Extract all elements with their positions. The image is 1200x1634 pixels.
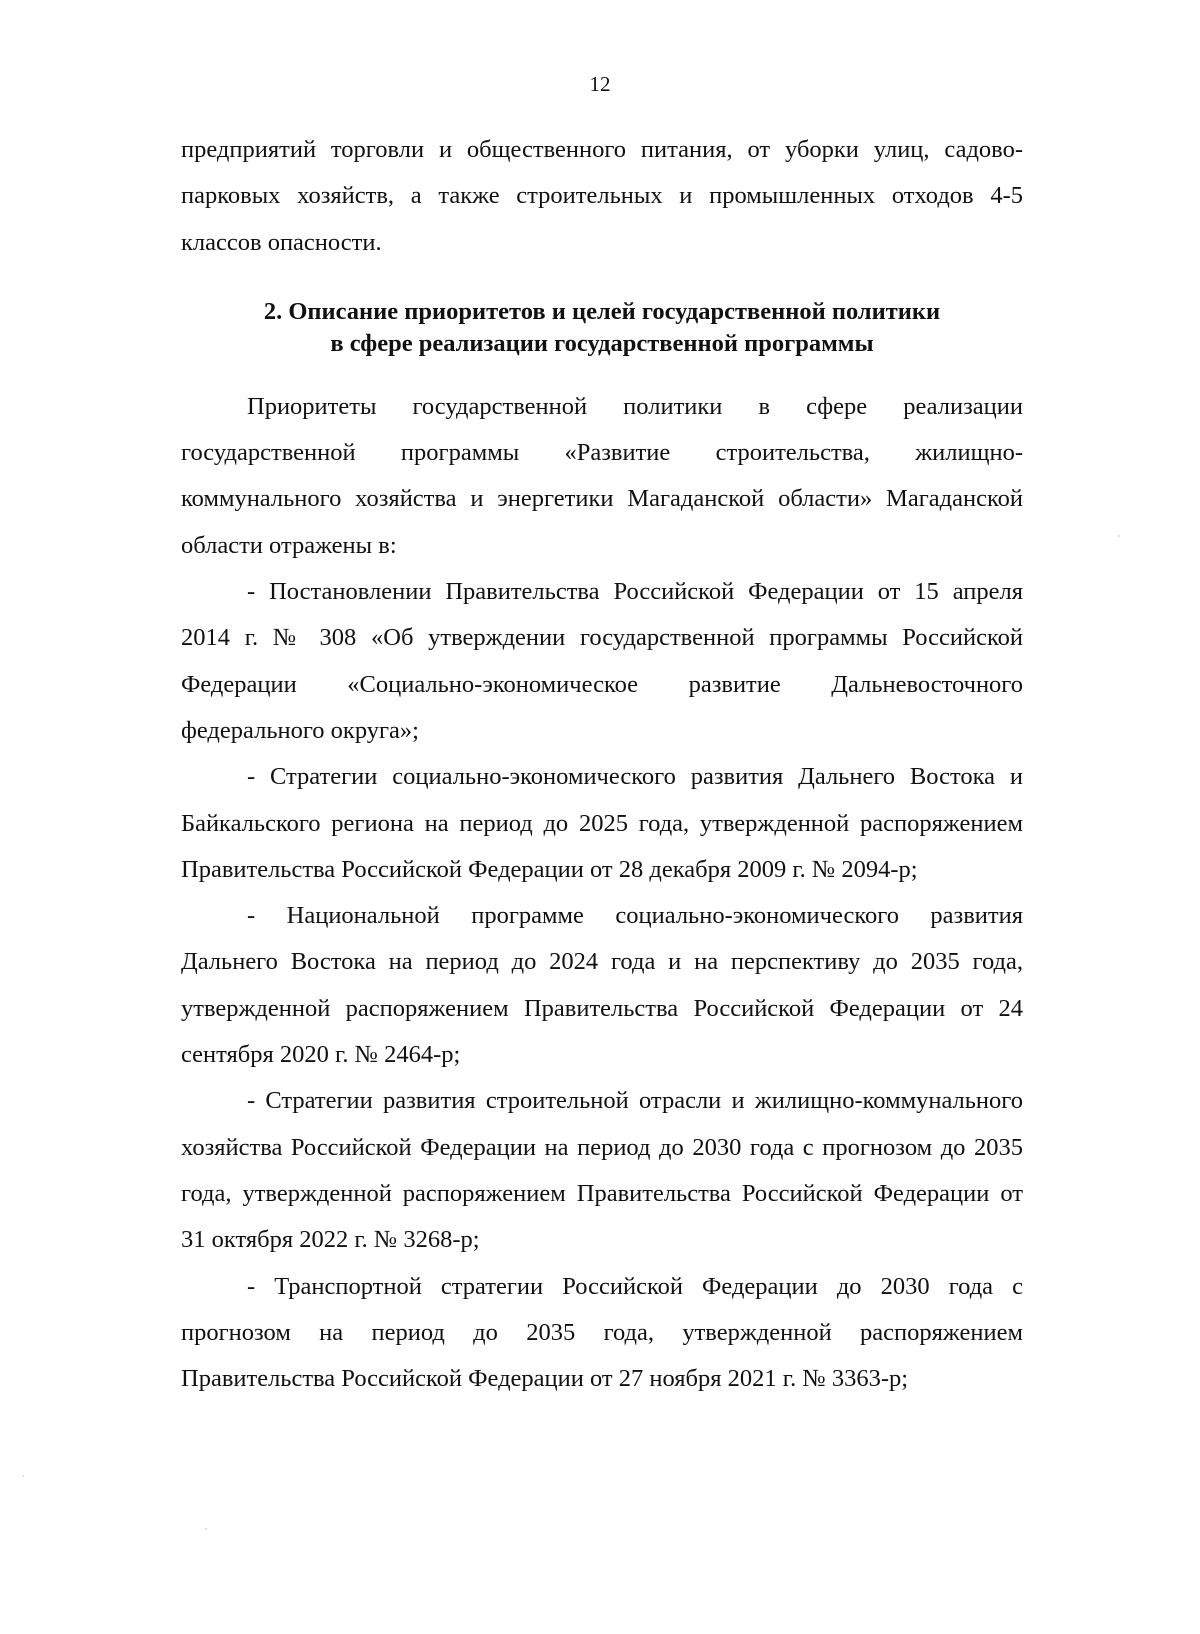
intro-paragraph: предприятий торговли и общественного питания, от уборки улиц, садово-парковых хозяйств, а также строительных и промышленных отходов 4-5 классов опасности. [181, 136, 1023, 256]
scan-speck [205, 1528, 207, 1530]
list-item-transport-strategy: - Транспортной стратегии Российской Федерации до 2030 года с прогнозом на период до 2035 года, утвержденной распоряжением Правительства Российской Федерации от 27 ноября 2021 г. № 3363-р; [181, 1272, 1023, 1393]
list-item-strategy-far-east: - Стратегии социально-экономического развития Дальнего Востока и Байкальского региона на период до 2025 года, утвержденной распоряжением Правительства Российской Федерации от 28 декабря 2009 г. № 2094-р; [181, 763, 1023, 883]
section-heading-line-2: в сфере реализации государственной программы [330, 329, 874, 357]
scan-speck [1118, 535, 1120, 537]
scan-speck [22, 1475, 24, 1477]
priorities-paragraph: Приоритеты государственной политики в сфере реализации государственной программы «Развитие строительства, жилищно-коммунального хозяйства и энергетики Магаданской области» Магаданской области отражены в: [181, 392, 1023, 559]
list-item-construction-strategy: - Стратегии развития строительной отрасли и жилищно-коммунального хозяйства Российской Федерации на период до 2030 года с прогнозом до 2035 года, утвержденной распоряжением Правительства Российской Федерации от 31 октября 2022 г. № 3268-р; [181, 1087, 1023, 1254]
section-heading [181, 296, 1023, 360]
page-body [181, 127, 1023, 1402]
page-number: 12 [589, 72, 611, 96]
list-item-decree-308: - Постановлении Правительства Российской Федерации от 15 апреля 2014 г. № 308 «Об утверждении государственной программы Российской Федерации «Социально-экономическое развитие Дальневосточного федерального округа»; [181, 578, 1023, 744]
section-heading-line-1: 2. Описание приоритетов и целей государственной политики [263, 297, 941, 325]
list-item-national-program: - Национальной программе социально-экономического развития Дальнего Востока на период до 2024 года и на перспективу до 2035 года, утвержденной распоряжением Правительства Российской Федерации от 24 сентября 2020 г. № 2464-р; [181, 902, 1023, 1069]
